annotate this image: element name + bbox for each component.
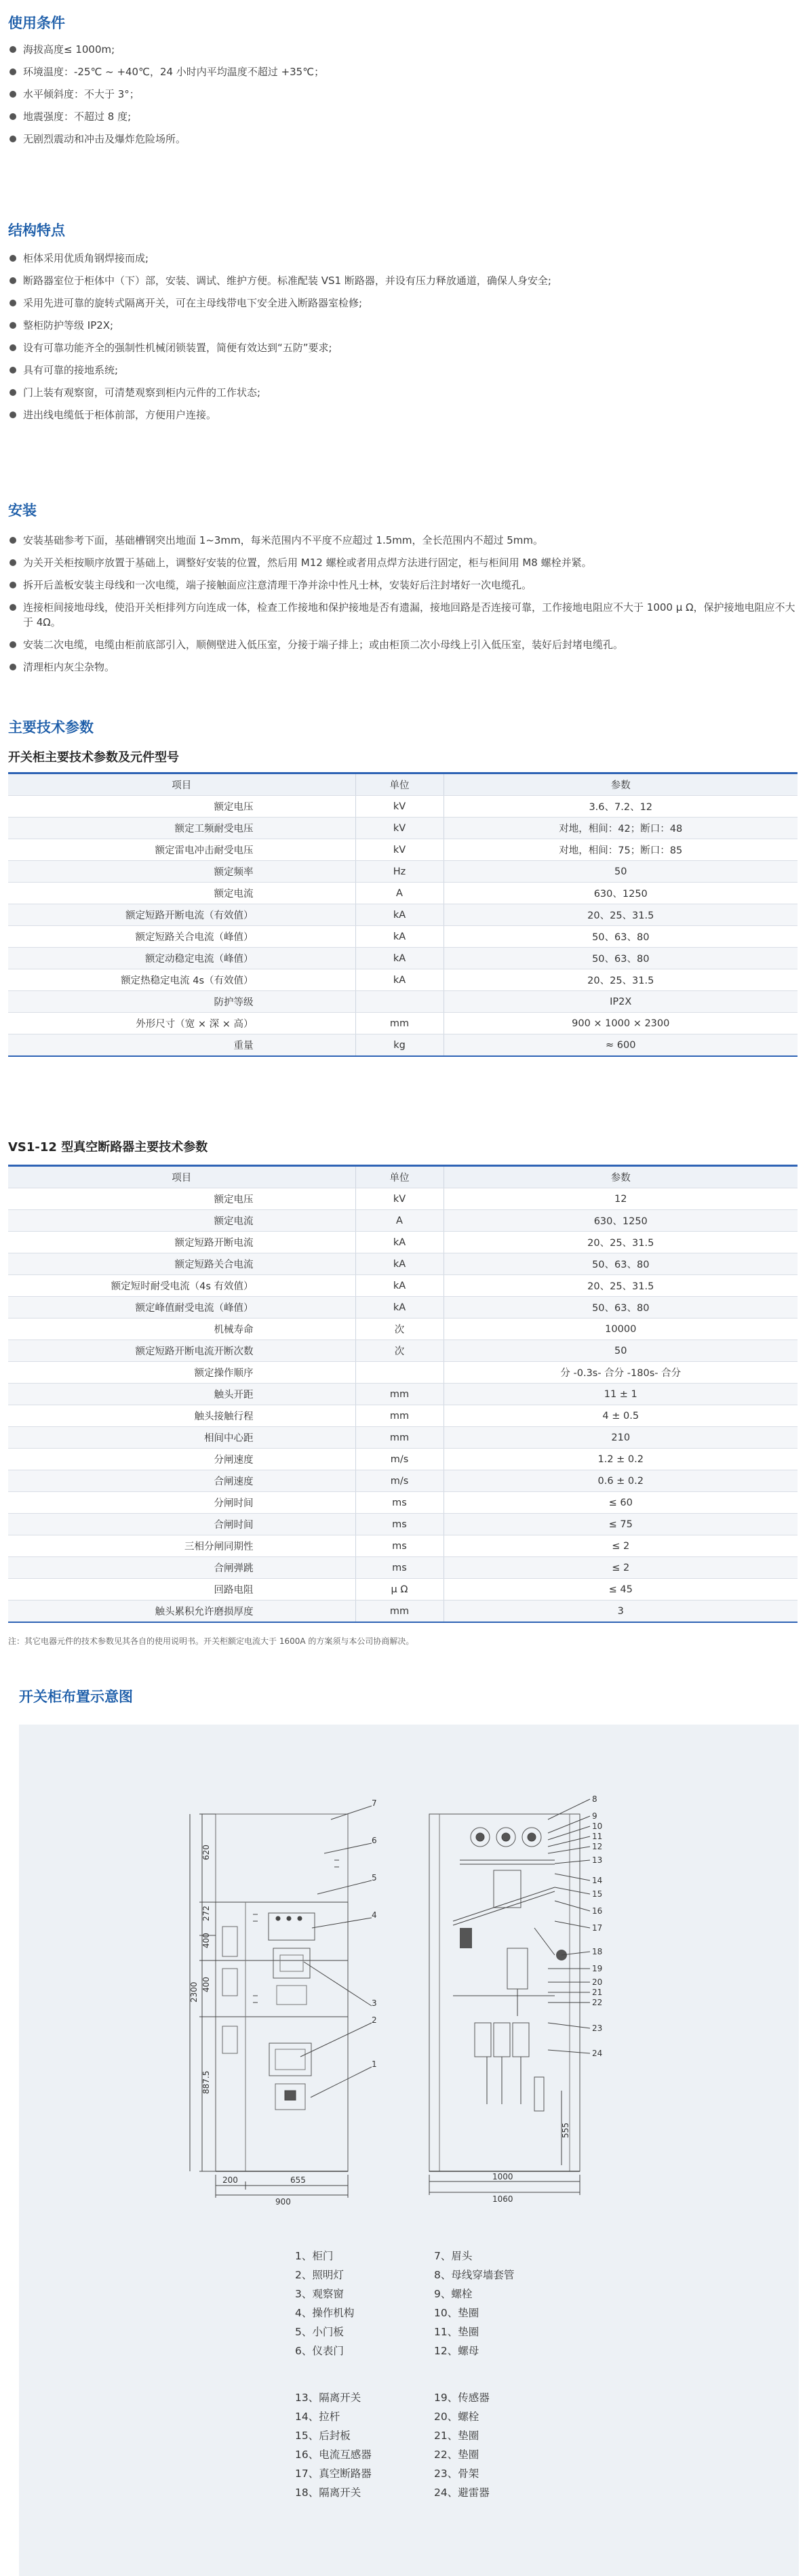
table-cell: kA	[355, 1297, 444, 1319]
table-cell: 额定频率	[8, 861, 355, 883]
table-cell: 分闸时间	[8, 1492, 355, 1514]
bullet-item: 海拔高度≤ 1000m;	[9, 42, 796, 57]
table1-header-item: 项目	[8, 773, 355, 796]
table-cell: 20、25、31.5	[444, 1232, 798, 1253]
table-cell: 分闸速度	[8, 1449, 355, 1470]
spec-table-1	[8, 772, 798, 1057]
table-cell: 0.6 ± 0.2	[444, 1470, 798, 1492]
table-row	[8, 1275, 798, 1297]
front-callout-6: 6	[372, 1836, 377, 1845]
table-cell: 分 -0.3s- 合分 -180s- 合分	[444, 1362, 798, 1384]
bullet-item: 水平倾斜度：不大于 3°；	[9, 87, 796, 102]
table-row	[8, 1340, 798, 1362]
side-callout-11: 11	[592, 1832, 603, 1841]
table-cell: 20、25、31.5	[444, 969, 798, 991]
legend-item: 7、眉头	[434, 2250, 473, 2262]
table-cell: kA	[355, 1253, 444, 1275]
dim-655: 655	[290, 2175, 306, 2185]
table-cell: 机械寿命	[8, 1319, 355, 1340]
table-cell: 20、25、31.5	[444, 904, 798, 926]
table-row	[8, 1232, 798, 1253]
table-cell: 额定短路开断电流（有效值）	[8, 904, 355, 926]
section-title-conditions: 使用条件	[8, 15, 65, 31]
legend-item: 19、传感器	[434, 2392, 490, 2404]
dim-900: 900	[275, 2197, 291, 2207]
front-callout-7: 7	[372, 1798, 377, 1808]
conditions-list	[9, 42, 796, 154]
table-cell: 额定短时耐受电流（4s 有效值）	[8, 1275, 355, 1297]
table-cell: 630、1250	[444, 883, 798, 904]
table-cell: kA	[355, 969, 444, 991]
front-callout-5: 5	[372, 1873, 377, 1883]
legend-item: 15、后封板	[295, 2430, 351, 2442]
section-title-install: 安装	[8, 502, 37, 519]
bullet-item: 门上装有观察窗，可清楚观察到柜内元件的工作状态;	[9, 385, 796, 400]
section-title-diagram: 开关柜布置示意图	[19, 1689, 133, 1705]
table-row	[8, 883, 798, 904]
legend-group2-right	[434, 2388, 490, 2502]
front-callout-1: 1	[372, 2059, 377, 2069]
legend-item: 22、垫圈	[434, 2449, 479, 2461]
table-cell: 额定工频耐受电压	[8, 818, 355, 839]
dim-1060: 1060	[492, 2194, 513, 2204]
table-row	[8, 1362, 798, 1384]
dim-620: 620	[201, 1845, 211, 1860]
table-row	[8, 1034, 798, 1057]
dim-200: 200	[222, 2175, 238, 2185]
legend-item: 5、小门板	[295, 2326, 344, 2338]
table-cell: kA	[355, 948, 444, 969]
table-row	[8, 1013, 798, 1034]
dim-400-b: 400	[201, 1977, 211, 1992]
table-cell: 50、63、80	[444, 1253, 798, 1275]
legend-item: 20、螺栓	[434, 2411, 479, 2423]
table-row	[8, 1188, 798, 1210]
diagram-panel	[19, 1725, 799, 2576]
table-cell: 12	[444, 1188, 798, 1210]
table-row	[8, 839, 798, 861]
side-callout-14: 14	[592, 1876, 603, 1885]
table-row	[8, 1557, 798, 1579]
bullet-item: 安装二次电缆，电缆由柜前底部引入，顺侧壁进入低压室，分接于端子排上；或由柜顶二次小母线上引入低压室，装好后封堵电缆孔。	[9, 637, 796, 652]
table-cell: 对地，相间：42；断口：48	[444, 818, 798, 839]
legend-item: 4、操作机构	[295, 2307, 355, 2319]
table-cell: ms	[355, 1492, 444, 1514]
table-cell: ≤ 75	[444, 1514, 798, 1535]
side-callout-8: 8	[592, 1794, 597, 1804]
features-list	[9, 251, 796, 430]
table-row	[8, 1319, 798, 1340]
table-cell: kg	[355, 1034, 444, 1057]
table-cell: IP2X	[444, 991, 798, 1013]
bullet-item: 环境温度：-25℃ ~ +40℃，24 小时内平均温度不超过 +35℃；	[9, 64, 796, 79]
table-cell: 50、63、80	[444, 948, 798, 969]
table-row	[8, 904, 798, 926]
legend-item: 12、螺母	[434, 2345, 479, 2357]
table-cell	[355, 991, 444, 1013]
legend-item: 17、真空断路器	[295, 2468, 372, 2480]
table-cell: 对地，相间：75；断口：85	[444, 839, 798, 861]
table-cell: 合闸弹跳	[8, 1557, 355, 1579]
table-cell: mm	[355, 1427, 444, 1449]
dim-1000: 1000	[492, 2172, 513, 2181]
table-cell: ≤ 60	[444, 1492, 798, 1514]
dim-272: 272	[201, 1906, 211, 1921]
table1-header-value: 参数	[444, 773, 798, 796]
side-callout-13: 13	[592, 1855, 603, 1865]
side-callout-23: 23	[592, 2024, 603, 2033]
front-callout-2: 2	[372, 2015, 377, 2025]
section-title-tech: 主要技术参数	[8, 719, 94, 736]
table-cell: 额定短路开断电流开断次数	[8, 1340, 355, 1362]
bullet-item: 清理柜内灰尘杂物。	[9, 660, 796, 675]
table-cell: kA	[355, 1275, 444, 1297]
table-cell: 额定电压	[8, 796, 355, 818]
dim-555: 555	[561, 2122, 570, 2138]
table-row	[8, 1405, 798, 1427]
table-cell: kA	[355, 926, 444, 948]
legend-item: 16、电流互感器	[295, 2449, 372, 2461]
table-cell: 三相分闸同期性	[8, 1535, 355, 1557]
table-cell: mm	[355, 1601, 444, 1623]
table-cell: ms	[355, 1557, 444, 1579]
legend-group1-right	[434, 2247, 514, 2360]
table-cell: 次	[355, 1340, 444, 1362]
table-cell: mm	[355, 1384, 444, 1405]
table-row	[8, 1427, 798, 1449]
legend-group2-left	[295, 2388, 372, 2502]
table2-header-item: 项目	[8, 1166, 355, 1188]
table-cell: m/s	[355, 1470, 444, 1492]
table-cell: m/s	[355, 1449, 444, 1470]
table-cell: 额定短路关合电流（峰值）	[8, 926, 355, 948]
legend-item: 8、母线穿墙套管	[434, 2269, 515, 2281]
side-callout-10: 10	[592, 1822, 603, 1831]
table-cell: 900 × 1000 × 2300	[444, 1013, 798, 1034]
table-cell: 50	[444, 1340, 798, 1362]
legend-item: 13、隔离开关	[295, 2392, 361, 2404]
legend-item: 1、柜门	[295, 2250, 334, 2262]
side-callout-24: 24	[592, 2049, 603, 2058]
legend-item: 3、观察窗	[295, 2288, 344, 2300]
bullet-item: 拆开后盖板安装主母线和一次电缆，端子接触面应注意清理干净并涂中性凡士林，安装好后注封堵好一次电缆孔。	[9, 578, 796, 592]
table-cell	[355, 1362, 444, 1384]
table-cell: kA	[355, 1232, 444, 1253]
table-cell: 额定峰值耐受电流（峰值）	[8, 1297, 355, 1319]
front-callout-3: 3	[372, 1998, 377, 2008]
table2-header-value: 参数	[444, 1166, 798, 1188]
bullet-item: 地震强度：不超过 8 度;	[9, 109, 796, 124]
legend-item: 9、螺栓	[434, 2288, 473, 2300]
table-cell: 触头累积允许磨损厚度	[8, 1601, 355, 1623]
bullet-item: 安装基础参考下面，基础槽钢突出地面 1~3mm，每米范围内不平度不应超过 1.5mm，全长范围内不超过 5mm。	[9, 533, 796, 548]
table-cell: 额定短路关合电流	[8, 1253, 355, 1275]
table-cell: 额定动稳定电流（峰值）	[8, 948, 355, 969]
footnote: 注：其它电器元件的技术参数见其各自的使用说明书。开关柜额定电流大于 1600A 的方案须与本公司协商解决。	[8, 1636, 414, 1646]
section-title-features: 结构特点	[8, 222, 65, 239]
table-row	[8, 1297, 798, 1319]
table-row	[8, 948, 798, 969]
table-cell: 1.2 ± 0.2	[444, 1449, 798, 1470]
bullet-item: 柜体采用优质角钢焊接而成;	[9, 251, 796, 266]
side-callout-9: 9	[592, 1811, 597, 1821]
legend-item: 11、垫圈	[434, 2326, 479, 2338]
legend-item: 21、垫圈	[434, 2430, 479, 2442]
table-cell: 3	[444, 1601, 798, 1623]
bullet-item: 采用先进可靠的旋转式隔离开关，可在主母线带电下安全进入断路器室检修;	[9, 296, 796, 310]
table-cell: 10000	[444, 1319, 798, 1340]
table-cell: 210	[444, 1427, 798, 1449]
table-row	[8, 1492, 798, 1514]
table-cell: kA	[355, 904, 444, 926]
table-cell: ≤ 45	[444, 1579, 798, 1601]
install-list	[9, 533, 796, 682]
table-cell: mm	[355, 1405, 444, 1427]
legend-item: 2、照明灯	[295, 2269, 344, 2281]
side-callout-15: 15	[592, 1889, 603, 1899]
table-cell: ms	[355, 1514, 444, 1535]
table-row	[8, 1470, 798, 1492]
table-cell: Hz	[355, 861, 444, 883]
table-cell: mm	[355, 1013, 444, 1034]
table-cell: 50	[444, 861, 798, 883]
table-row	[8, 818, 798, 839]
table-row	[8, 969, 798, 991]
table-row	[8, 861, 798, 883]
legend-item: 14、拉杆	[295, 2411, 340, 2423]
table-row	[8, 1535, 798, 1557]
side-callout-18: 18	[592, 1947, 603, 1956]
table-cell: 额定电流	[8, 1210, 355, 1232]
legend-group1-left	[295, 2247, 354, 2360]
side-callout-12: 12	[592, 1842, 603, 1851]
bullet-item: 连接柜间接地母线，使沿开关柜排列方向连成一体，检查工作接地和保护接地是否有遗漏，接地回路是否连接可靠，工作接地电阻应不大于 1000 μ Ω，保护接地电阻应不大于 4Ω。	[9, 600, 796, 630]
legend-item: 10、垫圈	[434, 2307, 479, 2319]
table-cell: 20、25、31.5	[444, 1275, 798, 1297]
table-cell: 50、63、80	[444, 1297, 798, 1319]
side-callout-16: 16	[592, 1906, 603, 1916]
dim-887: 887.5	[201, 2070, 211, 2094]
table-cell: 额定电流	[8, 883, 355, 904]
table1-title: 开关柜主要技术参数及元件型号	[8, 750, 179, 765]
front-view	[190, 1806, 372, 2198]
table-row	[8, 1601, 798, 1623]
table-cell: 外形尺寸（宽 × 深 × 高）	[8, 1013, 355, 1034]
legend-item: 23、骨架	[434, 2468, 479, 2480]
table1-header-unit: 单位	[355, 773, 444, 796]
table-cell: kV	[355, 839, 444, 861]
table-row	[8, 1253, 798, 1275]
legend-item: 24、避雷器	[434, 2487, 490, 2499]
side-callout-20: 20	[592, 1977, 603, 1987]
side-callout-21: 21	[592, 1988, 603, 1997]
table-cell: ≤ 2	[444, 1557, 798, 1579]
table-cell: ≤ 2	[444, 1535, 798, 1557]
legend-item: 18、隔离开关	[295, 2487, 361, 2499]
table-cell: kV	[355, 1188, 444, 1210]
table-cell: 额定热稳定电流 4s（有效值）	[8, 969, 355, 991]
table-cell: 额定短路开断电流	[8, 1232, 355, 1253]
table2-header-unit: 单位	[355, 1166, 444, 1188]
side-callout-17: 17	[592, 1923, 603, 1933]
switchgear-drawing	[19, 1725, 799, 2576]
table-cell: A	[355, 1210, 444, 1232]
front-callout-4: 4	[372, 1910, 377, 1920]
table-cell: ms	[355, 1535, 444, 1557]
table-cell: μ Ω	[355, 1579, 444, 1601]
side-callout-19: 19	[592, 1964, 603, 1973]
spec-table-2	[8, 1165, 798, 1623]
table-cell: 相间中心距	[8, 1427, 355, 1449]
bullet-item: 断路器室位于柜体中（下）部，安装、调试、维护方便。标准配装 VS1 断路器，并设有压力释放通道，确保人身安全;	[9, 273, 796, 288]
table-cell: 次	[355, 1319, 444, 1340]
dim-400-a: 400	[201, 1933, 211, 1948]
table-row	[8, 1210, 798, 1232]
table-row	[8, 926, 798, 948]
table-cell: 3.6、7.2、12	[444, 796, 798, 818]
table2-title: VS1-12 型真空断路器主要技术参数	[8, 1140, 208, 1154]
table-cell: kV	[355, 818, 444, 839]
bullet-item: 整柜防护等级 IP2X;	[9, 318, 796, 333]
table-row	[8, 991, 798, 1013]
legend-item: 6、仪表门	[295, 2345, 344, 2357]
bullet-item: 进出线电缆低于柜体前部，方便用户连接。	[9, 407, 796, 422]
bullet-item: 设有可靠功能齐全的强制性机械闭锁装置，简便有效达到“五防”要求;	[9, 340, 796, 355]
table-cell: 50、63、80	[444, 926, 798, 948]
bullet-item: 无剧烈震动和冲击及爆炸危险场所。	[9, 132, 796, 146]
table-cell: 防护等级	[8, 991, 355, 1013]
table-cell: 合闸时间	[8, 1514, 355, 1535]
table-cell: 回路电阻	[8, 1579, 355, 1601]
table-cell: 4 ± 0.5	[444, 1405, 798, 1427]
side-callout-22: 22	[592, 1998, 603, 2007]
table-cell: 11 ± 1	[444, 1384, 798, 1405]
table-cell: 重量	[8, 1034, 355, 1057]
table-cell: 630、1250	[444, 1210, 798, 1232]
bullet-item: 具有可靠的接地系统;	[9, 363, 796, 378]
table-row	[8, 1579, 798, 1601]
table-cell: ≈ 600	[444, 1034, 798, 1057]
table-cell: kV	[355, 796, 444, 818]
dim-2300: 2300	[189, 1981, 199, 2003]
bullet-item: 为关开关柜按顺序放置于基础上，调整好安装的位置，然后用 M12 螺栓或者用点焊方法进行固定，柜与柜间用 M8 螺栓并紧。	[9, 555, 796, 570]
table-cell: 额定电压	[8, 1188, 355, 1210]
table-row	[8, 1384, 798, 1405]
table-row	[8, 796, 798, 818]
table-row	[8, 1514, 798, 1535]
table-cell: A	[355, 883, 444, 904]
table-cell: 触头接触行程	[8, 1405, 355, 1427]
table-cell: 额定雷电冲击耐受电压	[8, 839, 355, 861]
table-row	[8, 1449, 798, 1470]
table-cell: 额定操作顺序	[8, 1362, 355, 1384]
table-cell: 触头开距	[8, 1384, 355, 1405]
table-cell: 合闸速度	[8, 1470, 355, 1492]
